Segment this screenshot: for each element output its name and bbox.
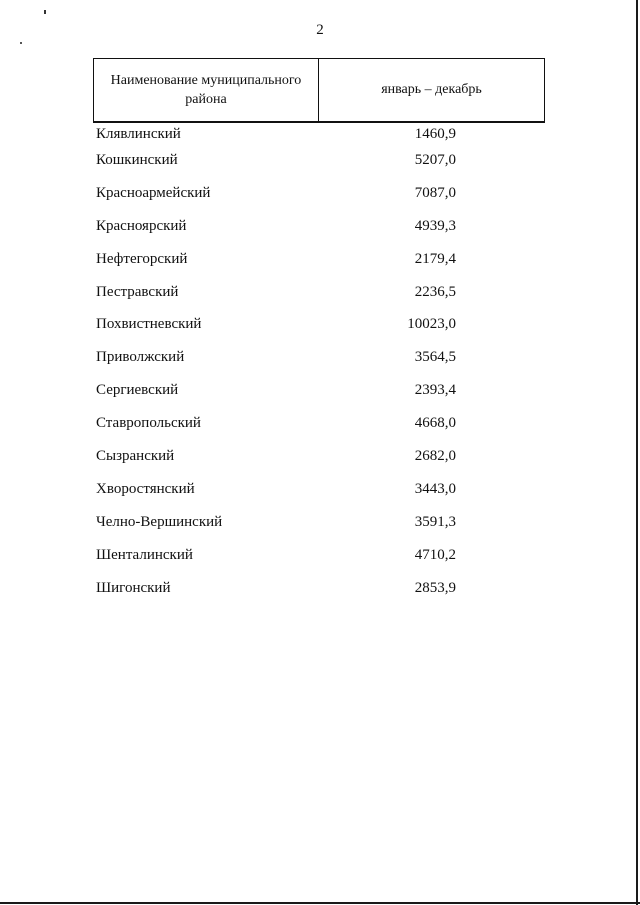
table-row <box>96 539 545 572</box>
table-row <box>96 124 545 144</box>
district-name: Нефтегорский <box>96 250 188 267</box>
district-name: Красноармейский <box>96 184 211 201</box>
district-value: 3564,5 <box>414 349 456 366</box>
scan-edge-right <box>636 0 638 905</box>
table-row <box>96 440 545 473</box>
table-row <box>96 210 545 243</box>
district-value: 5207,0 <box>414 151 456 168</box>
district-name: Кошкинский <box>96 151 178 168</box>
table-row <box>96 341 545 374</box>
table-row <box>96 243 545 276</box>
page-number: 2 <box>316 22 324 38</box>
district-name: Красноярский <box>96 217 187 234</box>
scan-speck <box>20 42 22 44</box>
district-value: 10023,0 <box>407 316 456 333</box>
district-value: 4710,2 <box>414 546 456 563</box>
district-name: Хворостянский <box>96 480 195 497</box>
district-name: Шенталинский <box>96 546 193 563</box>
scan-edge-bottom <box>0 902 640 904</box>
district-name: Ставропольский <box>96 415 201 432</box>
district-name: Клявлинский <box>96 125 181 142</box>
district-name: Челно-Вершинский <box>96 513 223 530</box>
table-row <box>96 276 545 309</box>
district-name: Сызранский <box>96 447 175 464</box>
district-name: Похвистневский <box>96 316 202 333</box>
table-row <box>96 308 545 341</box>
district-value: 2853,9 <box>414 579 456 596</box>
table-row <box>96 473 545 506</box>
district-value: 4939,3 <box>414 217 456 234</box>
table-body <box>96 124 545 604</box>
district-value: 2682,0 <box>414 447 456 464</box>
district-value: 3443,0 <box>414 480 456 497</box>
district-name: Сергиевский <box>96 382 179 399</box>
district-name: Приволжский <box>96 349 185 366</box>
table-row <box>96 374 545 407</box>
district-value: 1460,9 <box>414 125 456 142</box>
district-name: Шигонский <box>96 579 171 596</box>
district-name: Пестравский <box>96 283 179 300</box>
table-row <box>96 177 545 210</box>
district-value: 7087,0 <box>414 184 456 201</box>
table-row <box>96 144 545 177</box>
district-value: 2236,5 <box>414 283 456 300</box>
header-period: январь – декабрь <box>381 82 482 97</box>
district-value: 2179,4 <box>414 250 456 267</box>
district-value: 3591,3 <box>414 513 456 530</box>
table-row <box>96 506 545 539</box>
district-value: 2393,4 <box>414 382 456 399</box>
district-value: 4668,0 <box>414 415 456 432</box>
table-header <box>93 58 545 123</box>
table-row <box>96 572 545 605</box>
header-municipal-district: Наименование муниципального района <box>94 59 319 121</box>
table-row <box>96 407 545 440</box>
scan-speck <box>44 10 46 14</box>
